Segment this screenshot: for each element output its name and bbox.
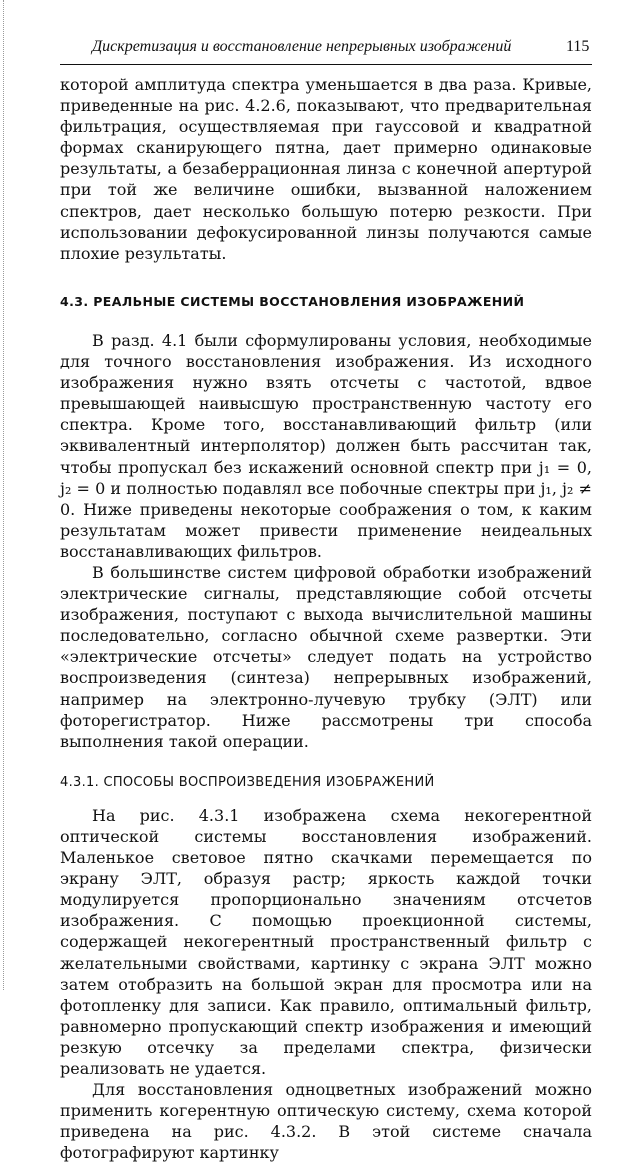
running-head-title: Дискретизация и восстановление непрерывных изображений (92, 38, 512, 55)
section-heading: 4.3. РЕАЛЬНЫЕ СИСТЕМЫ ВОССТАНОВЛЕНИЯ ИЗОБРАЖЕНИЙ (60, 293, 525, 309)
page-number: 115 (566, 38, 590, 55)
page-body (60, 74, 592, 1164)
subsection-heading: 4.3.1. СПОСОБЫ ВОСПРОИЗВЕДЕНИЯ ИЗОБРАЖЕНИЙ (60, 774, 435, 790)
subsection-paragraph-1: На рис. 4.3.1 изображена схема некогерентной оптической системы восстановления изображений. Маленькое световое пятно скачками перемещается по экрану ЭЛТ, образуя растр; яркость каждой точки модулируется пропорционально значениям отсчетов изображения. С помощью проекционной системы, содержащей некогерентный пространственный фильтр с желательными свойствами, картинку с экрана ЭЛТ можно затем отобразить на большой экран для просмотра или на фотопленку для записи. Как правило, оптимальный фильтр, равномерно пропускающий спектр изображения и имеющий резкую отсечку за пределами спектра, физически реализовать не удается. (60, 805, 592, 1079)
header-rule (60, 64, 592, 65)
subsection-paragraph-2: Для восстановления одноцветных изображений можно применить когерентную оптическую систему, схема которой приведена на рис. 4.3.2. В этой системе сначала фотографируют картинку (60, 1080, 592, 1163)
section-paragraph-1: В разд. 4.1 были сформулированы условия, необходимые для точного восстановления изображения. Из исходного изображения нужно взять отсчеты с частотой, вдвое превышающей наивысшую пространственную частоту его спектра. Кроме того, восстанавливающий фильтр (или эквивалентный интерполятор) должен быть рассчитан так, чтобы пропускал без искажений основной спектр при j₁ = 0, j₂ = 0 и полностью подавлял все побочные спектры при j₁, j₂ ≠ 0. Ниже приведены некоторые соображения о том, к каким результатам может привести применение неидеальных восстанавливающих фильтров. (60, 330, 592, 561)
page-edge (3, 0, 4, 990)
paragraph-intro: которой амплитуда спектра уменьшается в два раза. Кривые, приведенные на рис. 4.2.6, показывают, что предварительная фильтрация, осуществляемая при гауссовой и квадратной формах сканирующего пятна, дает примерно одинаковые результаты, а безаберрационная линза с конечной апертурой при той же величине ошибки, вызванной наложением спектров, дает несколько большую потерю резкости. При использовании дефокусированной линзы получаются самые плохие результаты. (60, 75, 592, 263)
section-paragraph-2: В большинстве систем цифровой обработки изображений электрические сигналы, представляющие собой отсчеты изображения, поступают с выхода вычислительной машины последовательно, согласно обычной схеме развертки. Эти «электрические отсчеты» следует подать на устройство воспроизведения (синтеза) непрерывных изображений, например на электронно-лучевую трубку (ЭЛТ) или фоторегистратор. Ниже рассмотрены три способа выполнения такой операции. (60, 562, 592, 751)
